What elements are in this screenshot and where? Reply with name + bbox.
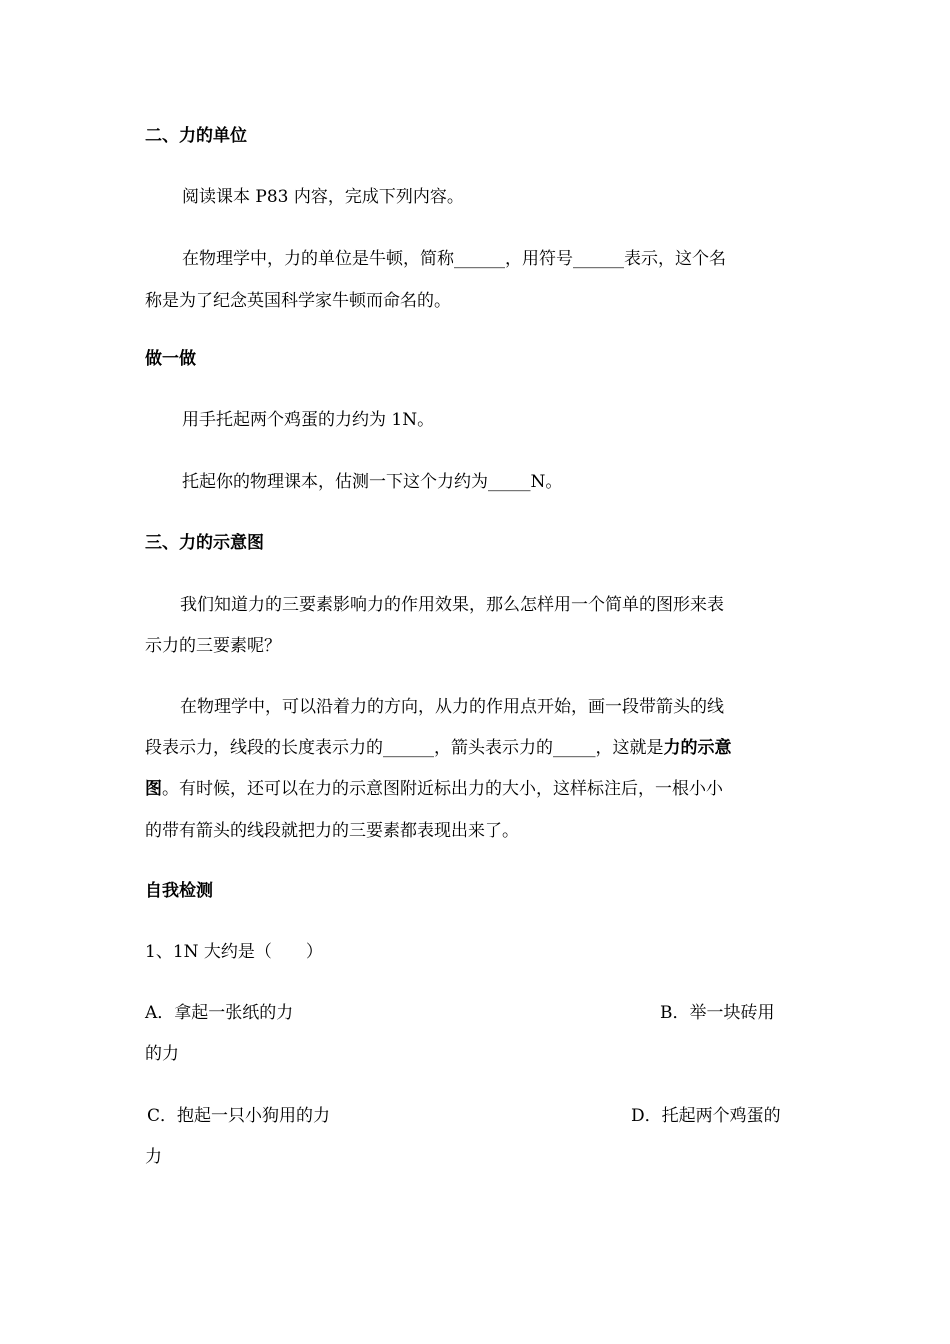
unit-paragraph-line-1: 在物理学中，力的单位是牛顿，简称______，用符号______表示，这个名 (182, 249, 726, 269)
diagram-paragraph-2-line-2 (145, 740, 805, 757)
option-b: B．举一块砖用 (660, 1003, 775, 1023)
option-b-continued: 的力 (145, 1044, 179, 1064)
diagram-paragraph-2-line-2-text: 段表示力，线段的长度表示力的______，箭头表示力的_____，这就是 (145, 738, 664, 758)
diagram-paragraph-2-line-1: 在物理学中，可以沿着力的方向，从力的作用点开始，画一段带箭头的线 (180, 697, 724, 717)
diagram-paragraph-2-line-4: 的带有箭头的线段就把力的三要素都表现出来了。 (145, 821, 519, 841)
force-diagram-term: 力的示意 (663, 738, 732, 758)
option-d-continued: 力 (145, 1147, 162, 1167)
section-2-heading: 二、力的单位 (145, 126, 247, 146)
activity-heading: 做一做 (145, 349, 196, 369)
activity-line-1: 用手托起两个鸡蛋的力约为 1N。 (182, 410, 435, 430)
self-check-heading: 自我检测 (145, 881, 213, 901)
instruction-text: 阅读课本 P83 内容，完成下列内容。 (182, 187, 464, 207)
force-diagram-term-end: 图 (145, 779, 162, 799)
diagram-paragraph-1-line-2: 示力的三要素呢？ (145, 636, 281, 656)
activity-line-2: 托起你的物理课本，估测一下这个力约为_____N。 (182, 472, 563, 492)
section-3-heading: 三、力的示意图 (145, 533, 264, 553)
diagram-paragraph-2-line-3 (145, 781, 805, 798)
option-a: A．拿起一张纸的力 (145, 1003, 294, 1023)
option-d: D．托起两个鸡蛋的 (631, 1106, 781, 1126)
diagram-paragraph-1-line-1: 我们知道力的三要素影响力的作用效果，那么怎样用一个简单的图形来表 (180, 595, 724, 615)
unit-paragraph-line-2: 称是为了纪念英国科学家牛顿而命名的。 (145, 291, 451, 311)
question-1: 1、1N 大约是（ ） (145, 942, 323, 962)
option-c: C．抱起一只小狗用的力 (147, 1106, 331, 1126)
diagram-paragraph-2-line-3-text: 。有时候，还可以在力的示意图附近标出力的大小，这样标注后，一根小小 (162, 779, 723, 799)
